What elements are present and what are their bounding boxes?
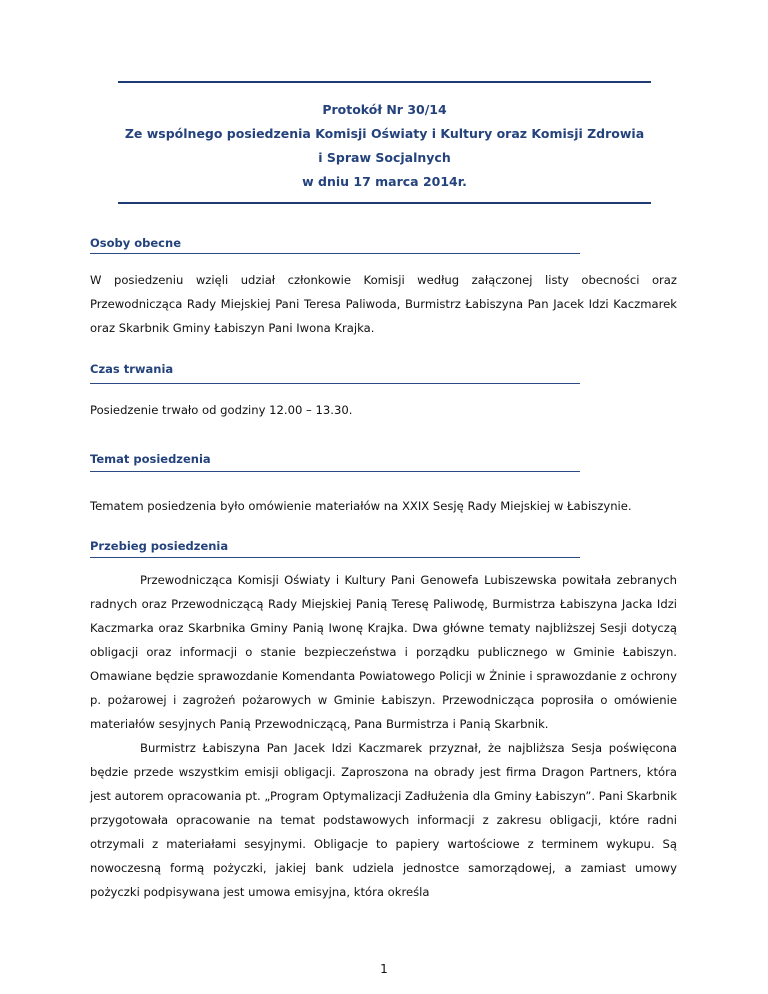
title-committees: Ze wspólnego posiedzenia Komisji Oświaty i Kultury oraz Komisji Zdrowia <box>124 126 645 141</box>
attendees-text: W posiedzeniu wzięli udział członkowie Komisji według załączonej listy obecności oraz Przewodnicząca Rady Miejskiej Pani Teresa Paliwoda, Burmistrz Łabiszyna Pan Jacek Idzi Kaczmarek oraz Skarbnik Gminy Łabiszyn Pani Iwona Krajka. <box>90 273 677 335</box>
proceedings-paragraph-1: Przewodnicząca Komisji Oświaty i Kultury Pani Genowefa Lubiszewska powitała zebranych radnych oraz Przewodniczącą Rady Miejskiej Panią Teresę Paliwodę, Burmistrza Łabiszyna Jacka Idzi Kaczmarka oraz Skarbnika Gminy Panią Iwonę Krajka. Dwa główne tematy najbliższej Sesji dotyczą obligacji oraz informacji o stanie bezpieczeństwa i porządku publicznego w Gminie Łabiszyn. Omawiane będzie sprawozdanie Komendanta Powiatowego Policji w Żninie i sprawozdanie z ochrony p. pożarowej i zagrożeń pożarowych w Gminie Łabiszyn. Przewodnicząca poprosiła o omówienie materiałów sesyjnych Panią Przewodniczącą, Pana Burmistrza i Panią Skarbnik. <box>90 573 677 731</box>
section-rule-attendees <box>90 253 580 254</box>
duration-text: Posiedzenie trwało od godziny 12.00 – 13.30. <box>90 403 353 417</box>
proceedings-paragraph-2: Burmistrz Łabiszyna Pan Jacek Idzi Kaczmarek przyznał, że najbliższa Sesja poświęcona będzie przede wszystkim emisji obligacji. Zaproszona na obrady jest firma Dragon Partners, która jest autorem opracowania pt. „Program Optymalizacji Zadłużenia dla Gminy Łabiszyn”. Pani Skarbnik przygotowała opracowanie na temat podstawowych informacji z zakresu obligacji, które radni otrzymali z materiałami sesyjnymi. Obligacje to papiery wartościowe z terminem wykupu. Są nowoczesną formą pożyczki, jakiej bank udziela jednostce samorządowej, a zamiast umowy pożyczki podpisywana jest umowa emisyjna, która określa <box>90 741 677 899</box>
section-heading-attendees: Osoby obecne <box>90 236 181 250</box>
section-heading-duration: Czas trwania <box>90 362 174 376</box>
document-title <box>118 98 651 194</box>
page-number: 1 <box>380 962 388 976</box>
section-heading-proceedings: Przebieg posiedzenia <box>90 539 229 553</box>
section-heading-topic: Temat posiedzenia <box>90 452 211 466</box>
title-date: w dniu 17 marca 2014r. <box>302 174 467 189</box>
title-committees-cont: i Spraw Socjalnych <box>318 150 451 165</box>
title-bottom-rule <box>118 202 651 204</box>
section-rule-proceedings <box>90 557 580 558</box>
title-protocol-number: Protokół Nr 30/14 <box>322 102 447 117</box>
topic-text: Tematem posiedzenia było omówienie materiałów na XXIX Sesję Rady Miejskiej w Łabiszynie. <box>90 499 632 513</box>
section-rule-topic <box>90 471 580 472</box>
title-top-rule <box>118 81 651 83</box>
section-rule-duration <box>90 383 580 384</box>
